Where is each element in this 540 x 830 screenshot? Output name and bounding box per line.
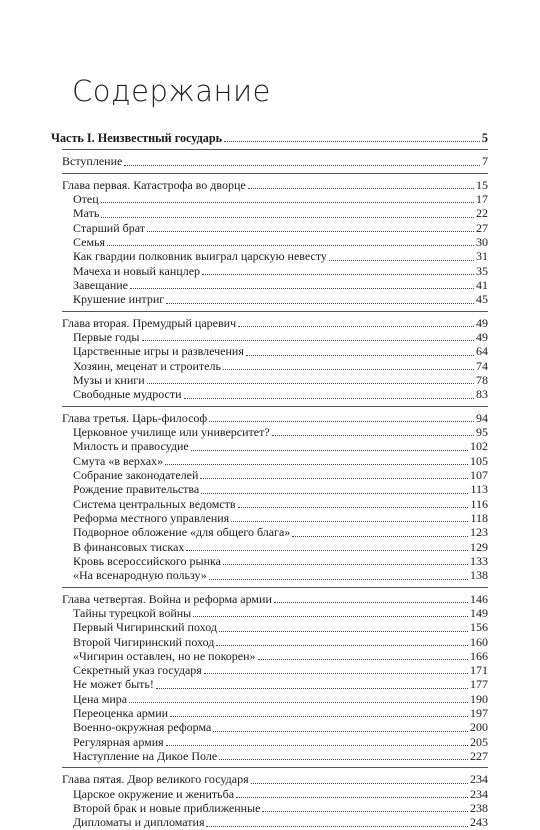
toc-section-entry[interactable]: [51, 454, 488, 468]
toc-chapter-entry-page: 15: [476, 177, 488, 192]
toc-section-entry-page: 31: [476, 249, 488, 264]
toc-section-entry-page: 105: [470, 453, 488, 468]
toc-section-entry[interactable]: [51, 468, 488, 482]
dot-leader: [258, 659, 468, 660]
toc-chapter-entry-label: Глава вторая. Премудрый царевич: [62, 315, 237, 330]
toc-section-entry[interactable]: [51, 801, 488, 815]
toc-chapter-entry-label: Глава четвертая. Война и реформа армии: [62, 591, 272, 606]
toc-section-entry-page: 83: [476, 387, 488, 402]
toc-section-entry-page: 107: [470, 467, 488, 482]
dot-leader: [251, 783, 468, 784]
dot-leader: [223, 564, 468, 565]
toc-section-entry-label: Рождение правительства: [73, 482, 200, 497]
toc-divider: [62, 173, 488, 174]
toc-section-entry-page: 27: [476, 220, 488, 235]
dot-leader: [219, 759, 468, 760]
toc-section-entry[interactable]: [51, 249, 488, 263]
toc-section-entry[interactable]: [51, 540, 488, 554]
toc-part-entry[interactable]: [51, 131, 488, 145]
toc-section-entry[interactable]: [51, 568, 488, 582]
dot-leader: [236, 797, 468, 798]
dot-leader: [238, 326, 474, 327]
toc-section-entry-page: 113: [470, 482, 488, 497]
toc-section-entry[interactable]: [51, 511, 488, 525]
toc-section-entry[interactable]: [51, 525, 488, 539]
toc-section-entry[interactable]: [51, 787, 488, 801]
toc-section-entry-label: Второй Чигиринский поход: [73, 634, 215, 649]
dot-leader: [272, 435, 474, 436]
toc-section-entry[interactable]: [51, 606, 488, 620]
dot-leader: [274, 602, 468, 603]
toc-section-entry[interactable]: [51, 692, 488, 706]
dot-leader: [170, 716, 468, 717]
toc-section-entry-label: Мать: [73, 206, 100, 221]
toc-section-entry-label: Царственные игры и развлечения: [73, 344, 244, 359]
toc-section-entry[interactable]: [51, 649, 488, 663]
toc-section-entry-label: Церковное училище или университет?: [73, 424, 270, 439]
dot-leader: [191, 450, 468, 451]
toc-intro-label: Вступление: [62, 154, 123, 169]
toc-chapter-entry-label: Глава третья. Царь-философ: [62, 410, 208, 425]
dot-leader: [124, 165, 480, 166]
toc-section-entry[interactable]: [51, 706, 488, 720]
toc-section-entry[interactable]: [51, 264, 488, 278]
toc-chapter-entry[interactable]: [51, 178, 488, 192]
toc-section-entry-label: Отец: [73, 191, 99, 206]
toc-section-entry-label: В финансовых тисках: [73, 539, 185, 554]
toc-section-entry-label: Дипломаты и дипломатия: [73, 815, 205, 830]
toc-section-entry-page: 116: [470, 496, 488, 511]
toc-section-entry[interactable]: [51, 635, 488, 649]
dot-leader: [186, 550, 468, 551]
toc-section-entry-label: Секретный указ государя: [73, 663, 202, 678]
toc-section-entry[interactable]: [51, 720, 488, 734]
dot-leader: [223, 369, 474, 370]
toc-chapter-entry-page: 49: [476, 315, 488, 330]
dot-leader: [219, 631, 468, 632]
toc-section-entry[interactable]: [51, 735, 488, 749]
toc-section-entry-page: 205: [470, 734, 488, 749]
toc-section-entry-label: Собрание законодателей: [73, 467, 199, 482]
toc-intro-entry[interactable]: [51, 154, 488, 168]
toc-section-entry-label: Завещание: [73, 277, 128, 292]
toc-section-entry-label: Семья: [73, 234, 106, 249]
dot-leader: [209, 421, 474, 422]
dot-leader: [166, 303, 474, 304]
dot-leader: [200, 478, 468, 479]
page-title: Содержание: [72, 74, 271, 108]
toc-section-entry-label: Первый Чигиринский поход: [73, 620, 217, 635]
toc-intro-page: 7: [482, 154, 488, 169]
dot-leader: [246, 355, 474, 356]
toc-section-entry[interactable]: [51, 439, 488, 453]
toc-section-entry[interactable]: [51, 292, 488, 306]
toc-section-entry[interactable]: [51, 359, 488, 373]
toc-section-entry-page: 22: [476, 206, 488, 221]
toc-section-entry[interactable]: [51, 554, 488, 568]
toc-section-entry-page: 118: [470, 510, 488, 525]
toc-section-entry-label: «Чигирин оставлен, но не покорен»: [73, 648, 256, 663]
toc-section-entry-label: Музы и книги: [73, 372, 145, 387]
toc-section-entry[interactable]: [51, 221, 488, 235]
toc-section-entry-label: Свободные мудрости: [73, 387, 182, 402]
toc-section-entry[interactable]: [51, 373, 488, 387]
toc-section-entry-label: Тайны турецкой войны: [73, 605, 192, 620]
toc-section-entry-page: 123: [470, 525, 488, 540]
toc-section-entry-label: «На всенародную пользу»: [73, 568, 207, 583]
toc-section-entry[interactable]: [51, 482, 488, 496]
dot-leader: [101, 202, 474, 203]
toc-section-entry-label: Наступление на Дикое Поле: [73, 749, 218, 764]
dot-leader: [201, 493, 468, 494]
toc-chapter-entry[interactable]: [51, 772, 488, 786]
toc-section-entry-page: 243: [470, 815, 488, 830]
toc-section-entry-label: Переоценка армии: [73, 706, 169, 721]
toc-divider: [62, 587, 488, 588]
toc-section-entry-label: Военно-окружная реформа: [73, 720, 212, 735]
toc-section-entry[interactable]: [51, 620, 488, 634]
toc-chapters: [51, 173, 488, 830]
dot-leader: [147, 383, 474, 384]
dot-leader: [107, 245, 474, 246]
toc-section-entry-label: Реформа местного управления: [73, 510, 230, 525]
toc-chapter-entry[interactable]: [51, 411, 488, 425]
toc-section-entry-label: Первые годы: [73, 329, 140, 344]
toc-chapter-entry[interactable]: [51, 592, 488, 606]
toc-section-entry-page: 64: [476, 344, 488, 359]
dot-leader: [231, 521, 468, 522]
dot-leader: [184, 398, 475, 399]
toc-section-entry-label: Регулярная армия: [73, 734, 164, 749]
toc-section-entry-page: 234: [470, 786, 488, 801]
toc-section-entry-label: Крушение интриг: [73, 292, 165, 307]
toc-divider: [62, 311, 488, 312]
toc-section-entry-label: Милость и правосудие: [73, 439, 189, 454]
toc-section-entry[interactable]: [51, 344, 488, 358]
toc-section-entry-page: 138: [470, 568, 488, 583]
toc-section-entry-page: 102: [470, 439, 488, 454]
dot-leader: [166, 745, 468, 746]
toc-chapter-entry-page: 94: [476, 410, 488, 425]
toc-section-entry-page: 171: [470, 663, 488, 678]
dot-leader: [248, 188, 474, 189]
toc-section-entry-page: 35: [476, 263, 488, 278]
toc-section-entry-page: 30: [476, 234, 488, 249]
toc-section-entry[interactable]: [51, 497, 488, 511]
dot-leader: [206, 826, 468, 827]
toc-section-entry-page: 95: [476, 424, 488, 439]
toc-section-entry-label: Кровь всероссийского рынка: [73, 553, 221, 568]
toc-section-entry[interactable]: [51, 206, 488, 220]
toc-section-entry-page: 200: [470, 720, 488, 735]
dot-leader: [213, 731, 468, 732]
dot-leader: [202, 274, 474, 275]
toc-section-entry-page: 17: [476, 191, 488, 206]
dot-leader: [129, 702, 468, 703]
dot-leader: [142, 340, 475, 341]
toc-chapter-entry-label: Глава пятая. Двор великого государя: [62, 772, 249, 787]
toc-section-entry-page: 74: [476, 358, 488, 373]
dot-leader: [224, 141, 480, 142]
toc-section-entry-page: 129: [470, 539, 488, 554]
toc-section-entry-page: 78: [476, 372, 488, 387]
toc-section-entry-label: Не может быть!: [73, 677, 154, 692]
dot-leader: [329, 260, 474, 261]
toc-section-entry-label: Система центральных ведомств: [73, 496, 236, 511]
toc-section-entry-page: 190: [470, 691, 488, 706]
toc-section-entry-page: 149: [470, 605, 488, 620]
toc-section-entry-page: 133: [470, 553, 488, 568]
dot-leader: [193, 616, 468, 617]
toc-section-entry[interactable]: [51, 235, 488, 249]
toc-section-entry-page: 227: [470, 749, 488, 764]
dot-leader: [147, 231, 474, 232]
toc-section-entry-page: 41: [476, 277, 488, 292]
dot-leader: [156, 688, 468, 689]
dot-leader: [216, 645, 468, 646]
table-of-contents: [51, 131, 488, 830]
toc-section-entry-page: 45: [476, 292, 488, 307]
toc-section-entry[interactable]: [51, 677, 488, 691]
toc-section-entry[interactable]: [51, 330, 488, 344]
toc-part-page: 5: [481, 131, 488, 145]
toc-section-entry[interactable]: [51, 387, 488, 401]
toc-section-entry-label: Второй брак и новые приближенные: [73, 801, 261, 816]
toc-chapter-entry[interactable]: [51, 316, 488, 330]
toc-section-entry-page: 160: [470, 634, 488, 649]
toc-section-entry-label: Хозяин, меценат и строитель: [73, 358, 221, 373]
toc-section-entry[interactable]: [51, 815, 488, 829]
dot-leader: [101, 217, 474, 218]
dot-leader: [204, 673, 468, 674]
toc-section-entry-label: Подворное обложение «для общего блага»: [73, 525, 291, 540]
dot-leader: [292, 536, 468, 537]
toc-section-entry-page: 49: [476, 329, 488, 344]
toc-part-label: Часть I. Неизвестный государь: [51, 131, 223, 145]
toc-divider: [62, 406, 488, 407]
toc-section-entry-label: Царское окружение и женитьба: [73, 786, 235, 801]
toc-section-entry[interactable]: [51, 663, 488, 677]
toc-chapter-entry-label: Глава первая. Катастрофа во дворце: [62, 177, 246, 192]
toc-section-entry[interactable]: [51, 425, 488, 439]
toc-section-entry-page: 238: [470, 801, 488, 816]
toc-section-entry-page: 177: [470, 677, 488, 692]
toc-section-entry[interactable]: [51, 749, 488, 763]
dot-leader: [238, 507, 469, 508]
dot-leader: [165, 464, 468, 465]
toc-section-entry-label: Старший брат: [73, 220, 146, 235]
toc-divider: [62, 767, 488, 768]
toc-chapter-entry-page: 146: [470, 591, 488, 606]
toc-section-entry-page: 197: [470, 706, 488, 721]
toc-section-entry-label: Как гвардии полковник выиграл царскую невесту: [73, 249, 327, 264]
dot-leader: [262, 811, 468, 812]
toc-section-entry-label: Цена мира: [73, 691, 128, 706]
toc-section-entry-page: 166: [470, 648, 488, 663]
toc-section-entry-page: 156: [470, 620, 488, 635]
toc-section-entry-label: Мачеха и новый канцлер: [73, 263, 201, 278]
toc-chapter-entry-page: 234: [470, 772, 488, 787]
toc-section-entry[interactable]: [51, 192, 488, 206]
toc-section-entry-label: Смута «в верхах»: [73, 453, 164, 468]
toc-section-entry[interactable]: [51, 278, 488, 292]
dot-leader: [209, 579, 468, 580]
toc-divider: [62, 149, 488, 150]
dot-leader: [130, 288, 474, 289]
